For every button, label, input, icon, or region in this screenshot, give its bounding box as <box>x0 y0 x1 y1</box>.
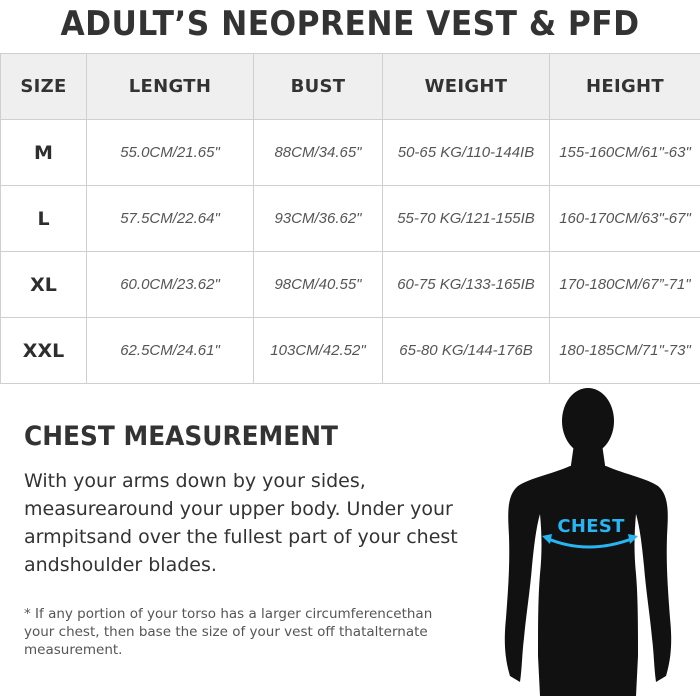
header-weight: WEIGHT <box>383 54 550 120</box>
length-cell: 57.5CM/22.64" <box>87 186 254 252</box>
table-row <box>1 252 700 318</box>
footnote-line: your chest, then base the size of your vest off thatalternate <box>24 624 428 640</box>
table-row <box>1 120 700 186</box>
footnote-line: measurement. <box>24 642 123 658</box>
human-silhouette-icon <box>496 386 680 696</box>
size-cell: XL <box>1 252 87 318</box>
height-cell: 170-180CM/67”-71" <box>550 252 700 318</box>
bust-cell: 98CM/40.55" <box>254 252 383 318</box>
weight-cell: 55-70 KG/121-155IB <box>383 186 550 252</box>
header-height: HEIGHT <box>550 54 700 120</box>
chest-label: CHEST <box>557 516 625 537</box>
height-cell: 155-160CM/61"-63" <box>550 120 700 186</box>
length-cell: 60.0CM/23.62" <box>87 252 254 318</box>
header-size: SIZE <box>1 54 87 120</box>
weight-cell: 65-80 KG/144-176B <box>383 318 550 384</box>
table-row <box>1 318 700 384</box>
weight-cell: 60-75 KG/133-165IB <box>383 252 550 318</box>
header-length: LENGTH <box>87 54 254 120</box>
page-title: ADULT’S NEOPRENE VEST & PFD <box>60 4 640 44</box>
header-bust: BUST <box>254 54 383 120</box>
size-cell: XXL <box>1 318 87 384</box>
bust-cell: 93CM/36.62" <box>254 186 383 252</box>
size-chart-table <box>0 53 700 384</box>
length-cell: 62.5CM/24.61" <box>87 318 254 384</box>
table-row <box>1 186 700 252</box>
instruction-line: measurearound your upper body. Under your <box>24 498 453 520</box>
chest-measurement-heading: CHEST MEASUREMENT <box>24 421 338 452</box>
height-cell: 180-185CM/71"-73" <box>550 318 700 384</box>
chest-instructions <box>24 467 494 579</box>
weight-cell: 50-65 KG/110-144IB <box>383 120 550 186</box>
instruction-line: With your arms down by your sides, <box>24 470 366 492</box>
instruction-line: armpitsand over the fullest part of your chest <box>24 526 458 548</box>
length-cell: 55.0CM/21.65" <box>87 120 254 186</box>
instruction-line: andshoulder blades. <box>24 554 217 576</box>
bust-cell: 103CM/42.52" <box>254 318 383 384</box>
size-cell: M <box>1 120 87 186</box>
size-cell: L <box>1 186 87 252</box>
footnote <box>24 605 494 659</box>
footnote-line: * If any portion of your torso has a larger circumferencethan <box>24 606 433 622</box>
table-header-row <box>1 54 700 120</box>
bust-cell: 88CM/34.65" <box>254 120 383 186</box>
height-cell: 160-170CM/63"-67" <box>550 186 700 252</box>
